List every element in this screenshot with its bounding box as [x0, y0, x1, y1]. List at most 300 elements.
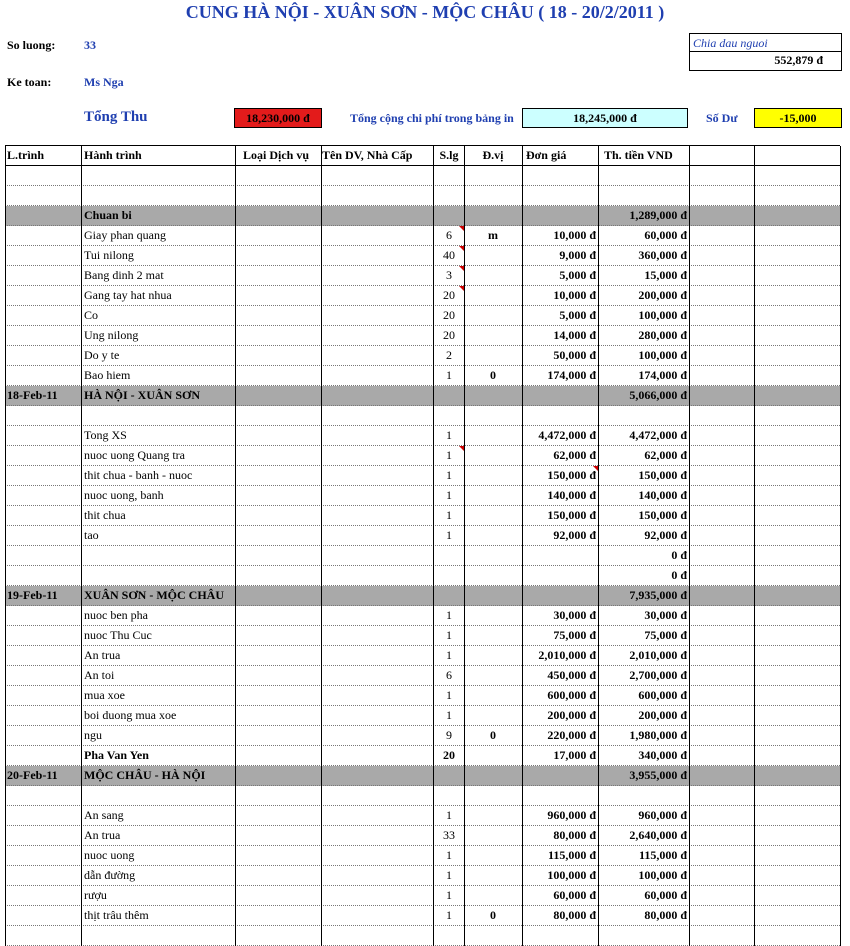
row-date[interactable] — [7, 466, 81, 485]
row-price[interactable] — [522, 546, 598, 565]
table-row[interactable] — [5, 706, 840, 726]
row-qty[interactable]: 1 — [446, 488, 452, 502]
row-total[interactable]: 0 đ — [671, 568, 687, 582]
row-hanh-trinh[interactable]: dẫn đường — [84, 868, 136, 882]
row-ten-dv[interactable] — [322, 586, 434, 605]
table-row[interactable] — [5, 866, 840, 886]
row-price[interactable]: 150,000 đ — [547, 508, 596, 522]
row-unit[interactable] — [464, 586, 522, 605]
row-date[interactable] — [7, 186, 81, 205]
row-date[interactable] — [7, 606, 81, 625]
row-price[interactable]: 174,000 đ — [547, 368, 596, 382]
row-date[interactable] — [7, 486, 81, 505]
table-row[interactable] — [5, 746, 840, 766]
row-ten-dv[interactable] — [322, 246, 434, 265]
row-total[interactable]: 115,000 đ — [638, 848, 687, 862]
row-hanh-trinh[interactable]: nuoc uong, banh — [84, 488, 164, 502]
row-total[interactable]: 150,000 đ — [638, 508, 687, 522]
row-loai-dich-vu[interactable] — [243, 586, 319, 605]
row-loai-dich-vu[interactable] — [243, 466, 319, 485]
row-ten-dv[interactable] — [322, 646, 434, 665]
row-price[interactable]: 60,000 đ — [553, 888, 596, 902]
row-qty[interactable]: 1 — [446, 808, 452, 822]
row-qty[interactable] — [434, 586, 464, 605]
row-unit[interactable] — [464, 426, 522, 445]
row-unit[interactable]: 0 — [490, 908, 496, 922]
row-price[interactable] — [522, 166, 598, 185]
row-loai-dich-vu[interactable] — [243, 606, 319, 625]
row-price[interactable]: 62,000 đ — [553, 448, 596, 462]
row-total[interactable]: 30,000 đ — [644, 608, 687, 622]
row-qty[interactable]: 1 — [446, 448, 452, 462]
row-ten-dv[interactable] — [322, 306, 434, 325]
row-price[interactable] — [522, 926, 598, 945]
row-qty[interactable]: 3 — [446, 268, 452, 282]
row-qty[interactable]: 20 — [443, 308, 455, 322]
table-row[interactable] — [5, 786, 840, 806]
row-ten-dv[interactable] — [322, 606, 434, 625]
row-ten-dv[interactable] — [322, 546, 434, 565]
tong-thu-value[interactable]: 18,230,000 đ — [234, 108, 322, 128]
row-price[interactable]: 200,000 đ — [547, 708, 596, 722]
row-total[interactable]: 100,000 đ — [638, 308, 687, 322]
row-price[interactable] — [522, 786, 598, 805]
row-hanh-trinh[interactable] — [84, 166, 234, 185]
row-unit[interactable] — [464, 486, 522, 505]
row-ten-dv[interactable] — [322, 166, 434, 185]
row-ten-dv[interactable] — [322, 406, 434, 425]
row-price[interactable]: 100,000 đ — [547, 868, 596, 882]
row-ten-dv[interactable] — [322, 626, 434, 645]
row-hanh-trinh[interactable]: nuoc uong — [84, 848, 135, 862]
table-row[interactable] — [5, 666, 840, 686]
row-total[interactable]: 15,000 đ — [644, 268, 687, 282]
row-loai-dich-vu[interactable] — [243, 826, 319, 845]
row-loai-dich-vu[interactable] — [243, 866, 319, 885]
row-ten-dv[interactable] — [322, 486, 434, 505]
row-price[interactable]: 450,000 đ — [547, 668, 596, 682]
row-unit[interactable] — [464, 266, 522, 285]
row-unit[interactable] — [464, 206, 522, 225]
row-total[interactable]: 1,289,000 đ — [629, 208, 687, 222]
row-unit[interactable] — [464, 386, 522, 405]
row-hanh-trinh[interactable]: thịt trâu thêm — [84, 908, 149, 922]
row-total[interactable]: 4,472,000 đ — [629, 428, 687, 442]
row-qty[interactable]: 1 — [446, 368, 452, 382]
table-row[interactable] — [5, 246, 840, 266]
row-ten-dv[interactable] — [322, 686, 434, 705]
row-hanh-trinh[interactable]: nuoc Thu Cuc — [84, 628, 152, 642]
row-date[interactable] — [7, 626, 81, 645]
row-price[interactable]: 4,472,000 đ — [538, 428, 596, 442]
row-date[interactable] — [7, 266, 81, 285]
row-unit[interactable] — [464, 526, 522, 545]
row-price[interactable]: 10,000 đ — [553, 228, 596, 242]
row-date[interactable] — [7, 906, 81, 925]
section-row[interactable] — [5, 386, 840, 406]
row-total[interactable]: 62,000 đ — [644, 448, 687, 462]
row-ten-dv[interactable] — [322, 866, 434, 885]
row-total[interactable]: 60,000 đ — [644, 888, 687, 902]
row-loai-dich-vu[interactable] — [243, 546, 319, 565]
row-unit[interactable] — [464, 686, 522, 705]
row-loai-dich-vu[interactable] — [243, 686, 319, 705]
row-ten-dv[interactable] — [322, 506, 434, 525]
row-total[interactable]: 340,000 đ — [638, 748, 687, 762]
row-unit[interactable] — [464, 166, 522, 185]
row-qty[interactable] — [434, 186, 464, 205]
row-ten-dv[interactable] — [322, 806, 434, 825]
row-ten-dv[interactable] — [322, 786, 434, 805]
row-date[interactable] — [7, 526, 81, 545]
row-total[interactable]: 200,000 đ — [638, 288, 687, 302]
row-hanh-trinh[interactable]: An sang — [84, 808, 124, 822]
table-row[interactable] — [5, 506, 840, 526]
row-qty[interactable]: 20 — [443, 288, 455, 302]
section-row[interactable] — [5, 766, 840, 786]
row-date[interactable] — [7, 366, 81, 385]
row-qty[interactable]: 1 — [446, 868, 452, 882]
row-loai-dich-vu[interactable] — [243, 486, 319, 505]
row-ten-dv[interactable] — [322, 766, 434, 785]
row-loai-dich-vu[interactable] — [243, 646, 319, 665]
row-loai-dich-vu[interactable] — [243, 666, 319, 685]
row-price[interactable]: 600,000 đ — [547, 688, 596, 702]
row-total[interactable] — [598, 186, 689, 205]
row-total[interactable] — [598, 926, 689, 945]
row-price[interactable]: 220,000 đ — [547, 728, 596, 742]
row-unit[interactable] — [464, 866, 522, 885]
row-date[interactable] — [7, 406, 81, 425]
row-total[interactable] — [598, 786, 689, 805]
row-unit[interactable] — [464, 446, 522, 465]
row-date[interactable] — [7, 206, 81, 225]
row-total[interactable]: 7,935,000 đ — [629, 588, 687, 602]
row-unit[interactable] — [464, 406, 522, 425]
table-row[interactable] — [5, 906, 840, 926]
row-loai-dich-vu[interactable] — [243, 306, 319, 325]
row-qty[interactable]: 6 — [446, 228, 452, 242]
row-total[interactable]: 140,000 đ — [638, 488, 687, 502]
row-hanh-trinh[interactable]: mua xoe — [84, 688, 125, 702]
row-qty[interactable]: 1 — [446, 628, 452, 642]
row-date[interactable] — [7, 286, 81, 305]
row-loai-dich-vu[interactable] — [243, 226, 319, 245]
row-price[interactable] — [522, 386, 598, 405]
table-row[interactable] — [5, 306, 840, 326]
row-price[interactable] — [522, 766, 598, 785]
row-qty[interactable] — [434, 786, 464, 805]
table-row[interactable] — [5, 186, 840, 206]
table-row[interactable] — [5, 166, 840, 186]
row-date[interactable]: 20-Feb-11 — [7, 768, 58, 782]
row-loai-dich-vu[interactable] — [243, 786, 319, 805]
row-ten-dv[interactable] — [322, 846, 434, 865]
row-qty[interactable]: 1 — [446, 528, 452, 542]
row-date[interactable] — [7, 786, 81, 805]
row-unit[interactable] — [464, 786, 522, 805]
row-hanh-trinh[interactable] — [84, 786, 234, 805]
row-qty[interactable] — [434, 406, 464, 425]
table-row[interactable] — [5, 466, 840, 486]
row-hanh-trinh[interactable]: Do y te — [84, 348, 120, 362]
row-qty[interactable] — [434, 206, 464, 225]
row-price[interactable]: 14,000 đ — [553, 328, 596, 342]
table-row[interactable] — [5, 366, 840, 386]
row-qty[interactable]: 1 — [446, 608, 452, 622]
row-total[interactable]: 280,000 đ — [638, 328, 687, 342]
row-ten-dv[interactable] — [322, 366, 434, 385]
row-unit[interactable] — [464, 746, 522, 765]
row-date[interactable] — [7, 166, 81, 185]
row-unit[interactable] — [464, 706, 522, 725]
row-loai-dich-vu[interactable] — [243, 366, 319, 385]
row-total[interactable]: 150,000 đ — [638, 468, 687, 482]
table-row[interactable] — [5, 886, 840, 906]
row-total[interactable]: 100,000 đ — [638, 868, 687, 882]
row-unit[interactable] — [464, 626, 522, 645]
row-total[interactable]: 360,000 đ — [638, 248, 687, 262]
row-loai-dich-vu[interactable] — [243, 886, 319, 905]
row-qty[interactable]: 1 — [446, 888, 452, 902]
row-ten-dv[interactable] — [322, 526, 434, 545]
row-loai-dich-vu[interactable] — [243, 206, 319, 225]
section-row[interactable] — [5, 586, 840, 606]
row-date[interactable] — [7, 226, 81, 245]
row-loai-dich-vu[interactable] — [243, 706, 319, 725]
row-ten-dv[interactable] — [322, 886, 434, 905]
row-total[interactable]: 0 đ — [671, 548, 687, 562]
row-loai-dich-vu[interactable] — [243, 166, 319, 185]
table-row[interactable] — [5, 646, 840, 666]
row-date[interactable] — [7, 806, 81, 825]
tong-chi-value[interactable]: 18,245,000 đ — [522, 108, 688, 128]
row-hanh-trinh[interactable]: tao — [84, 528, 99, 542]
row-total[interactable]: 960,000 đ — [638, 808, 687, 822]
row-loai-dich-vu[interactable] — [243, 506, 319, 525]
table-row[interactable] — [5, 526, 840, 546]
row-ten-dv[interactable] — [322, 386, 434, 405]
row-total[interactable]: 5,066,000 đ — [629, 388, 687, 402]
row-qty[interactable] — [434, 166, 464, 185]
row-date[interactable] — [7, 326, 81, 345]
row-qty[interactable]: 2 — [446, 348, 452, 362]
row-ten-dv[interactable] — [322, 266, 434, 285]
row-qty[interactable] — [434, 546, 464, 565]
row-hanh-trinh[interactable]: Gang tay hat nhua — [84, 288, 172, 302]
row-date[interactable] — [7, 886, 81, 905]
row-price[interactable] — [522, 586, 598, 605]
row-total[interactable]: 2,640,000 đ — [629, 828, 687, 842]
row-price[interactable]: 960,000 đ — [547, 808, 596, 822]
row-unit[interactable] — [464, 286, 522, 305]
row-date[interactable] — [7, 506, 81, 525]
row-hanh-trinh[interactable]: Co — [84, 308, 99, 322]
row-unit[interactable] — [464, 646, 522, 665]
row-price[interactable] — [522, 206, 598, 225]
row-loai-dich-vu[interactable] — [243, 186, 319, 205]
table-row[interactable] — [5, 266, 840, 286]
row-qty[interactable]: 20 — [443, 748, 455, 762]
row-ten-dv[interactable] — [322, 186, 434, 205]
row-hanh-trinh[interactable]: thit chua - banh - nuoc — [84, 468, 193, 482]
row-ten-dv[interactable] — [322, 446, 434, 465]
row-qty[interactable]: 1 — [446, 848, 452, 862]
row-qty[interactable]: 33 — [443, 828, 455, 842]
row-date[interactable] — [7, 826, 81, 845]
row-loai-dich-vu[interactable] — [243, 426, 319, 445]
row-loai-dich-vu[interactable] — [243, 406, 319, 425]
row-qty[interactable]: 1 — [446, 688, 452, 702]
row-unit[interactable] — [464, 246, 522, 265]
row-qty[interactable]: 1 — [446, 508, 452, 522]
row-unit[interactable] — [464, 806, 522, 825]
row-loai-dich-vu[interactable] — [243, 346, 319, 365]
row-hanh-trinh[interactable]: nuoc uong Quang tra — [84, 448, 185, 462]
table-row[interactable] — [5, 606, 840, 626]
row-unit[interactable] — [464, 566, 522, 585]
row-loai-dich-vu[interactable] — [243, 286, 319, 305]
row-unit[interactable] — [464, 766, 522, 785]
row-ten-dv[interactable] — [322, 706, 434, 725]
row-qty[interactable] — [434, 926, 464, 945]
row-price[interactable]: 150,000 đ — [547, 468, 596, 482]
row-hanh-trinh[interactable] — [84, 186, 234, 205]
table-row[interactable] — [5, 406, 840, 426]
row-ten-dv[interactable] — [322, 566, 434, 585]
row-hanh-trinh[interactable]: Tong XS — [84, 428, 127, 442]
row-price[interactable]: 5,000 đ — [559, 268, 596, 282]
table-row[interactable] — [5, 726, 840, 746]
row-hanh-trinh[interactable]: HÀ NỘI - XUÂN SƠN — [84, 388, 201, 402]
row-qty[interactable]: 1 — [446, 908, 452, 922]
row-loai-dich-vu[interactable] — [243, 526, 319, 545]
row-price[interactable] — [522, 566, 598, 585]
row-ten-dv[interactable] — [322, 346, 434, 365]
row-total[interactable]: 80,000 đ — [644, 908, 687, 922]
row-hanh-trinh[interactable]: thit chua — [84, 508, 126, 522]
row-hanh-trinh[interactable]: rượu — [84, 888, 107, 902]
row-loai-dich-vu[interactable] — [243, 266, 319, 285]
row-loai-dich-vu[interactable] — [243, 906, 319, 925]
row-date[interactable] — [7, 566, 81, 585]
table-row[interactable] — [5, 286, 840, 306]
row-date[interactable] — [7, 706, 81, 725]
row-ten-dv[interactable] — [322, 326, 434, 345]
row-hanh-trinh[interactable]: Chuan bi — [84, 208, 132, 222]
table-row[interactable] — [5, 446, 840, 466]
row-ten-dv[interactable] — [322, 466, 434, 485]
row-price[interactable]: 30,000 đ — [553, 608, 596, 622]
row-total[interactable]: 100,000 đ — [638, 348, 687, 362]
table-row[interactable] — [5, 226, 840, 246]
row-loai-dich-vu[interactable] — [243, 726, 319, 745]
table-row[interactable] — [5, 486, 840, 506]
table-row[interactable] — [5, 626, 840, 646]
row-unit[interactable] — [464, 186, 522, 205]
row-unit[interactable] — [464, 826, 522, 845]
row-price[interactable]: 115,000 đ — [547, 848, 596, 862]
row-ten-dv[interactable] — [322, 286, 434, 305]
table-row[interactable] — [5, 326, 840, 346]
row-price[interactable]: 2,010,000 đ — [538, 648, 596, 662]
row-qty[interactable] — [434, 566, 464, 585]
row-price[interactable] — [522, 186, 598, 205]
row-ten-dv[interactable] — [322, 926, 434, 945]
row-total[interactable]: 60,000 đ — [644, 228, 687, 242]
row-loai-dich-vu[interactable] — [243, 926, 319, 945]
row-date[interactable] — [7, 646, 81, 665]
row-qty[interactable]: 1 — [446, 428, 452, 442]
row-hanh-trinh[interactable]: ngu — [84, 728, 102, 742]
row-qty[interactable]: 20 — [443, 328, 455, 342]
row-total[interactable] — [598, 406, 689, 425]
row-hanh-trinh[interactable]: Bao hiem — [84, 368, 131, 382]
row-loai-dich-vu[interactable] — [243, 326, 319, 345]
row-hanh-trinh[interactable]: An toi — [84, 668, 115, 682]
row-total[interactable]: 600,000 đ — [638, 688, 687, 702]
row-unit[interactable]: 0 — [490, 368, 496, 382]
row-hanh-trinh[interactable] — [84, 926, 234, 945]
row-price[interactable]: 9,000 đ — [559, 248, 596, 262]
section-row[interactable] — [5, 206, 840, 226]
row-ten-dv[interactable] — [322, 426, 434, 445]
so-luong-value[interactable]: 33 — [84, 38, 96, 52]
row-loai-dich-vu[interactable] — [243, 846, 319, 865]
table-row[interactable] — [5, 806, 840, 826]
row-loai-dich-vu[interactable] — [243, 746, 319, 765]
row-ten-dv[interactable] — [322, 226, 434, 245]
table-row[interactable] — [5, 546, 840, 566]
row-unit[interactable] — [464, 346, 522, 365]
row-qty[interactable]: 1 — [446, 648, 452, 662]
row-date[interactable] — [7, 546, 81, 565]
row-date[interactable] — [7, 246, 81, 265]
row-total[interactable]: 3,955,000 đ — [629, 768, 687, 782]
row-price[interactable]: 140,000 đ — [547, 488, 596, 502]
row-hanh-trinh[interactable] — [84, 566, 234, 585]
row-qty[interactable]: 9 — [446, 728, 452, 742]
row-unit[interactable] — [464, 926, 522, 945]
row-date[interactable] — [7, 666, 81, 685]
row-hanh-trinh[interactable]: Pha Van Yen — [84, 748, 149, 762]
row-hanh-trinh[interactable]: Giay phan quang — [84, 228, 166, 242]
row-unit[interactable] — [464, 606, 522, 625]
row-loai-dich-vu[interactable] — [243, 626, 319, 645]
row-hanh-trinh[interactable]: XUÂN SƠN - MỘC CHÂU — [84, 588, 224, 602]
row-loai-dich-vu[interactable] — [243, 806, 319, 825]
row-loai-dich-vu[interactable] — [243, 246, 319, 265]
row-price[interactable]: 75,000 đ — [553, 628, 596, 642]
row-total[interactable] — [598, 166, 689, 185]
row-total[interactable]: 174,000 đ — [638, 368, 687, 382]
chia-dau-nguoi-box[interactable] — [689, 33, 842, 71]
row-price[interactable]: 80,000 đ — [553, 908, 596, 922]
table-row[interactable] — [5, 846, 840, 866]
row-unit[interactable] — [464, 546, 522, 565]
row-price[interactable]: 17,000 đ — [553, 748, 596, 762]
row-date[interactable] — [7, 846, 81, 865]
row-price[interactable]: 50,000 đ — [553, 348, 596, 362]
row-total[interactable]: 1,980,000 đ — [629, 728, 687, 742]
row-hanh-trinh[interactable]: Tui nilong — [84, 248, 134, 262]
row-date[interactable] — [7, 866, 81, 885]
row-date[interactable] — [7, 726, 81, 745]
row-qty[interactable]: 1 — [446, 708, 452, 722]
table-row[interactable] — [5, 686, 840, 706]
row-hanh-trinh[interactable] — [84, 406, 234, 425]
row-unit[interactable]: 0 — [490, 728, 496, 742]
